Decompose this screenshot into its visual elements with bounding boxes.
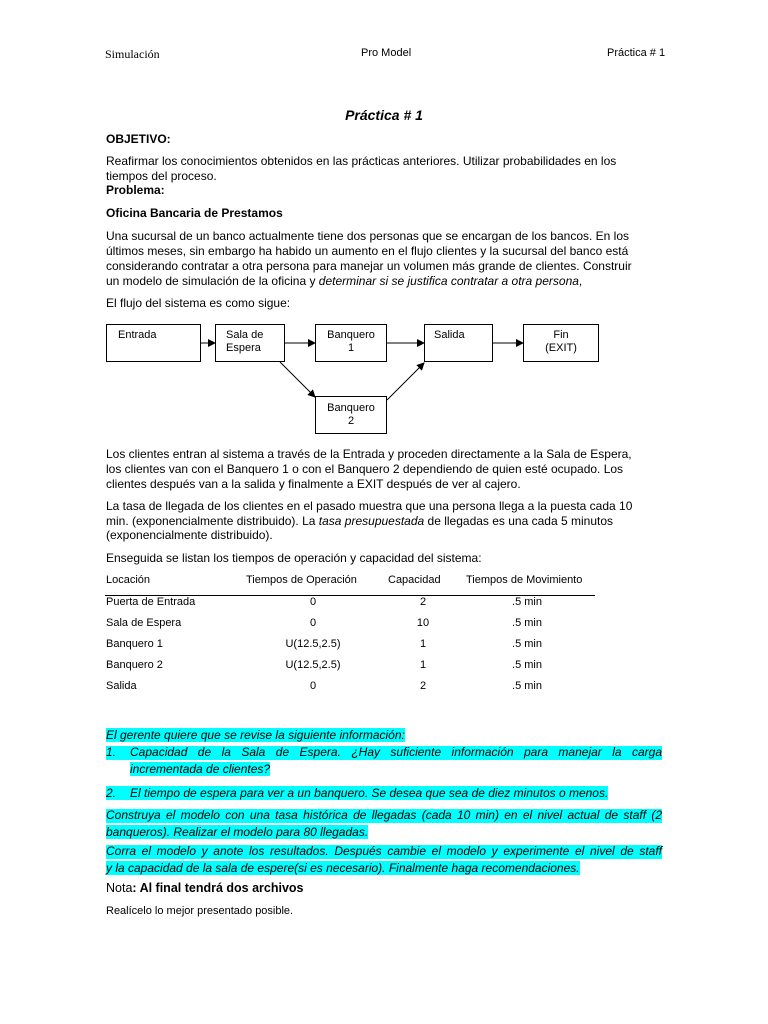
header-right: Práctica # 1 — [607, 47, 666, 59]
item-2-text: El tiempo de espera para ver a un banquero. Se desea que sea de diez minutos o menos. — [130, 786, 609, 800]
header-left: Simulación — [105, 47, 160, 61]
item-1-text: Capacidad de la Sala de Espera. ¿Hay suficiente información para manejar la carga — [130, 745, 662, 759]
tasa-line-2c: de llegadas es una cada 5 minutos — [424, 514, 613, 528]
table-cell-r3-c3: .5 min — [512, 659, 542, 671]
tasa-line-2 — [106, 515, 662, 529]
node-sala-label-1: Sala de — [226, 329, 264, 341]
corra-line-2-wrap — [106, 859, 662, 877]
problema-heading: Problema: — [106, 183, 165, 197]
enseguida-text: Enseguida se listan los tiempos de operación y capacidad del sistema: — [106, 551, 482, 565]
objetivo-text-1: Reafirmar los conocimientos obtenidos en las prácticas anteriores. Utilizar probabilidades en los — [106, 154, 617, 168]
nota-text: : Al final tendrá dos archivos — [132, 881, 304, 895]
tasa-line-3: (exponencialmente distribuido). — [106, 528, 273, 542]
table-cell-r4-c1: 0 — [309, 680, 317, 692]
table-cell-r0-c1: 0 — [309, 596, 317, 608]
node-banquero1-label-2: 1 — [347, 342, 355, 354]
page-title: Práctica # 1 — [345, 107, 423, 123]
intro-line-4b: determinar si se justifica contratar a otra persona — [318, 274, 579, 288]
nota-label: Nota — [106, 881, 133, 895]
node-banquero2-label-2: 2 — [347, 415, 355, 427]
nota-line — [106, 881, 304, 895]
table-cell-r0-c0: Puerta de Entrada — [106, 596, 196, 608]
tasa-line-1: La tasa de llegada de los clientes en el pasado muestra que una persona llega a la puesta cada 10 — [106, 499, 633, 513]
table-cell-r0-c3: .5 min — [512, 596, 542, 608]
header-center: Pro Model — [361, 47, 412, 59]
table-cell-r1-c0: Sala de Espera — [106, 617, 182, 629]
node-sala-label-2: Espera — [226, 342, 261, 354]
item-2-number: 2. — [106, 786, 117, 800]
table-header-capacidad: Capacidad — [388, 574, 441, 586]
table-cell-r3-c2: 1 — [419, 659, 427, 671]
table-cell-r4-c0: Salida — [106, 680, 137, 692]
table-cell-r3-c0: Banquero 2 — [106, 659, 163, 671]
table-cell-r1-c3: .5 min — [512, 617, 542, 629]
table-header-movimiento: Tiempos de Movimiento — [466, 574, 583, 586]
node-banquero2-label-1: Banquero — [327, 402, 375, 414]
corra-line-1: Corra el modelo y anote los resultados. Después cambie el modelo y experimente el nivel de staff — [106, 844, 662, 858]
node-sala-espera — [215, 324, 285, 362]
table-cell-r2-c2: 1 — [419, 638, 427, 650]
table-cell-r2-c0: Banquero 1 — [106, 638, 163, 650]
arrow-sala-banquero2 — [280, 362, 315, 397]
item-1-number: 1. — [106, 745, 117, 759]
objetivo-heading: OBJETIVO: — [106, 132, 171, 146]
item-2-line — [106, 786, 608, 800]
clientes-line-1: Los clientes entran al sistema a través de la Entrada y proceden directamente a la Sala de Espera, — [106, 447, 632, 461]
node-entrada — [106, 324, 201, 362]
construya-line-2: banqueros). Realizar el modelo para 80 llegadas. — [106, 824, 369, 839]
construya-line-1: Construya el modelo con una tasa histórica de llegadas (cada 10 min) en el nivel actual de staff (2 — [106, 808, 662, 822]
table-cell-r4-c2: 2 — [419, 680, 427, 692]
node-fin-label-1: Fin — [553, 329, 569, 341]
arrow-banquero2-salida — [387, 363, 424, 400]
intro-line-4c: , — [578, 274, 583, 288]
node-salida-label: Salida — [434, 329, 465, 341]
node-fin — [523, 324, 599, 362]
table-cell-r2-c1: U(12.5,2.5) — [285, 638, 341, 650]
table-cell-r1-c1: 0 — [309, 617, 317, 629]
item-1-line-2: incrementada de clientes? — [130, 761, 271, 776]
construya-line-2-wrap — [106, 823, 662, 841]
intro-line-1: Una sucursal de un banco actualmente tiene dos personas que se encargan de los bancos. En los — [106, 229, 630, 243]
node-entrada-label: Entrada — [118, 329, 157, 341]
table-header-operacion: Tiempos de Operación — [246, 574, 357, 586]
node-banquero-1 — [315, 324, 387, 362]
node-banquero-2 — [315, 396, 387, 434]
gerente-text — [106, 726, 405, 744]
objetivo-text-2: tiempos del proceso. — [106, 169, 217, 183]
table-cell-r0-c2: 2 — [419, 596, 427, 608]
tasa-line-2b: tasa presupuestada — [318, 514, 425, 528]
corra-line-2: y la capacidad de la sala de espere(si es necesario). Finalmente haga recomendaciones. — [106, 860, 580, 875]
intro-line-3: considerando contratar a otra persona para manejar un volumen más grande de clientes. Construir — [106, 259, 632, 273]
table-cell-r1-c2: 10 — [416, 617, 430, 629]
item-1 — [106, 746, 662, 778]
oficina-heading: Oficina Bancaria de Prestamos — [106, 206, 283, 220]
item-1-line-1 — [106, 746, 662, 760]
item-1-line-2-wrap — [106, 760, 662, 778]
table-cell-r2-c3: .5 min — [512, 638, 542, 650]
construya-block — [106, 809, 662, 841]
item-2 — [106, 784, 608, 802]
table-header-location: Locación — [106, 574, 151, 586]
intro-line-4a: un modelo de simulación de la oficina y — [106, 274, 319, 288]
intro-line-2: últimos meses, sin embargo ha habido un aumento en el flujo clientes y la sucursal del banco está — [106, 244, 629, 258]
tasa-line-2a: min. (exponencialmente distribuido). La — [106, 514, 319, 528]
table-cell-r3-c1: U(12.5,2.5) — [285, 659, 341, 671]
gerente-text-hl: El gerente quiere que se revise la siguiente información: — [106, 728, 405, 742]
node-fin-label-2: (EXIT) — [545, 342, 577, 354]
clientes-line-3: clientes después van a la salida y finalmente a EXIT después de ver al cajero. — [106, 477, 521, 491]
corra-block — [106, 845, 662, 877]
node-banquero1-label-1: Banquero — [327, 329, 375, 341]
flujo-text: El flujo del sistema es como sigue: — [106, 296, 291, 310]
node-salida — [424, 324, 493, 362]
table-cell-r4-c3: .5 min — [512, 680, 542, 692]
clientes-line-2: los clientes van con el Banquero 1 o con el Banquero 2 dependiendo de quien esté ocupado. Los — [106, 462, 624, 476]
realicelo-text: Realícelo lo mejor presentado posible. — [106, 905, 294, 917]
